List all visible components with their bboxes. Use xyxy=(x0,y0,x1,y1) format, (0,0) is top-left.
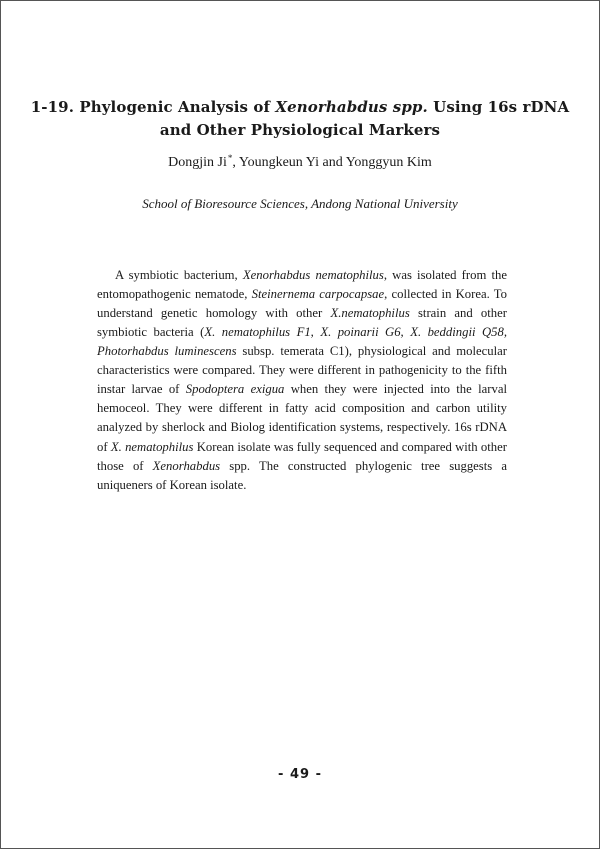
abstract-text-run: , was isolated from the entomopathogenic nematode, xyxy=(97,267,507,301)
abstract-text-run: strain and other symbiotic bacteria ( xyxy=(97,305,507,339)
abstract-italic-term: X.nematophilus xyxy=(330,305,410,320)
abstract-text-run: , collected in Korea. To understand genetic homology with other xyxy=(97,286,507,320)
abstract-italic-term: X. nematophilus F1, X. poinarii G6, X. beddingii Q58, Photorhabdus luminescens xyxy=(97,324,507,359)
abstract-text-run: A symbiotic bacterium, xyxy=(115,267,243,282)
abstract-text-run: subsp. temerata C1), physiological and molecular characteristics were compared. They were different in pathogenicity to the fifth instar larvae of xyxy=(97,344,508,397)
abstract-text-run: Korean isolate was fully sequenced and compared with other those of xyxy=(97,439,507,473)
other-authors: , Youngkeun Yi and Yonggyun Kim xyxy=(232,155,432,170)
paper-title xyxy=(1,96,599,142)
author-list xyxy=(1,153,599,171)
first-author: Dongjin Ji xyxy=(168,155,227,170)
title-line-1-pre: 1-19. Phylogenic Analysis of xyxy=(30,98,276,116)
title-italic-genus: Xenorhabdus spp. xyxy=(275,98,428,116)
abstract-text-run: when they were injected into the larval hemoceol. They were different in fatty acid composition and carbon utility analyzed by sherlock and Biolog identification systems, respectively. 16s rDNA of xyxy=(97,382,507,454)
abstract-italic-term: X. nematophilus xyxy=(110,439,194,454)
abstract-italic-term: Xenorhabdus nematophilus xyxy=(242,267,384,282)
title-line-1-post: Using 16s rDNA xyxy=(427,98,570,116)
abstract-italic-term: Xenorhabdus xyxy=(152,458,221,473)
abstract-italic-term: Steinernema carpocapsae xyxy=(251,286,385,301)
corresponding-author-mark: * xyxy=(227,153,233,163)
affiliation: School of Bioresource Sciences, Andong National University xyxy=(142,196,458,211)
abstract-text-run: spp. The constructed phylogenic tree suggests a uniqueners of Korean isolate. xyxy=(97,458,507,492)
title-line-2: and Other Physiological Markers xyxy=(159,121,441,139)
page-number: - 49 - xyxy=(278,767,322,782)
title-line-1 xyxy=(1,96,599,119)
abstract-body xyxy=(97,266,507,495)
abstract-italic-term: Spodoptera exigua xyxy=(185,382,285,397)
